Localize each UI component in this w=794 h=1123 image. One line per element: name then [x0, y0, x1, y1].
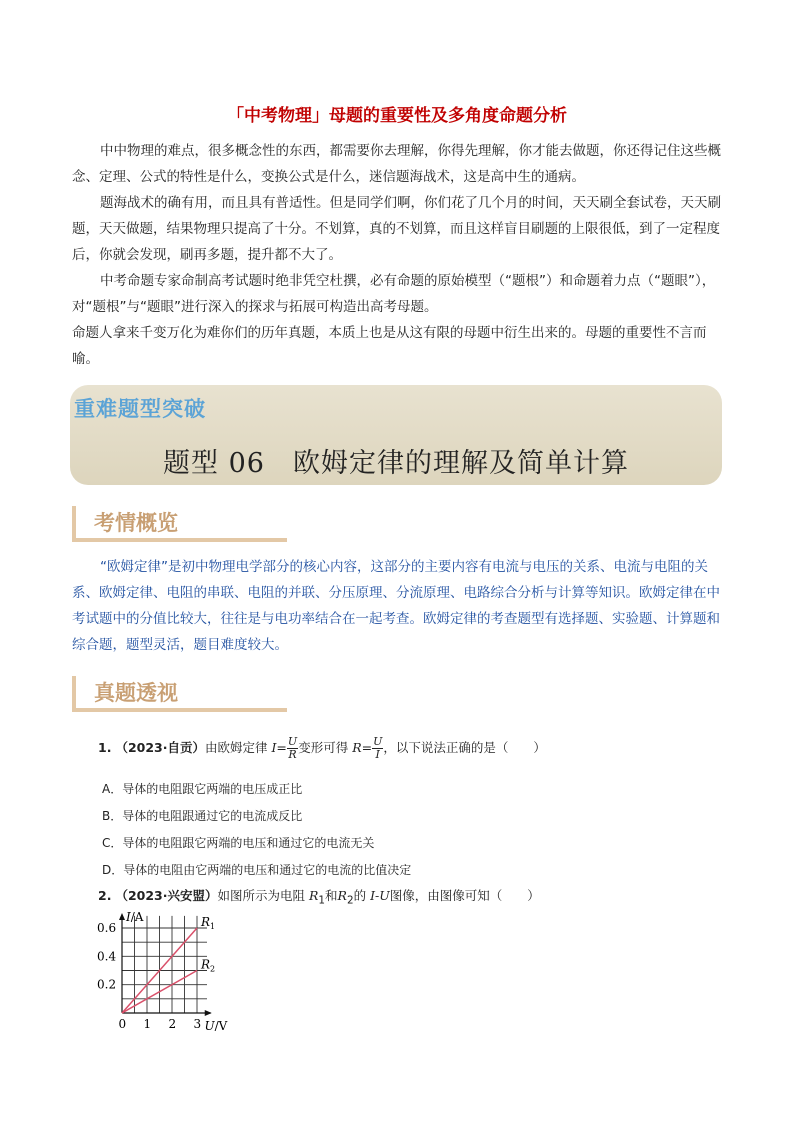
x-tick-label: 1 — [143, 1017, 152, 1031]
question-source: （2023·兴安盟） — [115, 888, 218, 903]
fraction-numerator: U — [287, 735, 298, 748]
section-bar — [72, 506, 76, 540]
section-bar — [72, 538, 287, 542]
intro-paragraph: 中中物理的难点，很多概念性的东西，都需要你去理解，你得先理解，你才能去做题，你还得记住这些概念、定理、公式的特性是什么，变换公式是什么，迷信题海战术，这是高中生的通病。 — [72, 143, 721, 185]
fraction-denominator: I — [375, 748, 380, 761]
resistor-subscript: 1 — [318, 894, 326, 907]
formula-lhs: I= — [271, 740, 287, 755]
question-number: 2. — [98, 888, 112, 903]
section-bar — [72, 708, 287, 712]
banner-heading: 题型 06 欧姆定律的理解及简单计算 — [163, 448, 629, 479]
question-2-stem — [98, 886, 540, 911]
x-tick-label: 0 — [118, 1017, 127, 1031]
section-header-real-questions — [72, 672, 292, 712]
section-bar — [72, 676, 76, 710]
fraction-numerator: U — [373, 735, 383, 748]
fraction — [287, 736, 298, 761]
section-title: 考情概览 — [94, 511, 178, 535]
topic-banner — [70, 385, 722, 485]
chart-labels — [125, 910, 228, 1033]
section-title: 真题透视 — [94, 681, 178, 705]
series-label: $R_1$ — [201, 915, 216, 931]
y-tick-label: 0.2 — [97, 977, 117, 992]
x-tick-label: 2 — [168, 1017, 177, 1031]
banner-subtitle: 重难题型突破 — [74, 397, 206, 421]
y-axis-label — [125, 910, 144, 924]
series-label: $R_2$ — [201, 957, 216, 974]
x-axis-label-var: U — [204, 1019, 215, 1033]
resistor-subscript: 2 — [346, 894, 354, 907]
option-c: C．导体的电阻跟它两端的电压和通过它的电流无关 — [102, 836, 375, 850]
intro-paragraph: 题海战术的确有用，而且具有普适性。但是同学们啊，你们花了几个月的时间，天天刷全套试卷，天天刷题，天天做题，结果物理只提高了十分。不划算，真的不划算，而且这样盲目刷题的上限很低，到了一定程度后，你就会发现，刷再多题，提升都不大了。 — [72, 195, 721, 263]
question-number: 1. — [98, 740, 112, 755]
fraction — [372, 736, 383, 761]
y-axis-label-unit: /A — [130, 910, 144, 924]
option-d: D．导体的电阻由它两端的电压和通过它的电流的比值决定 — [102, 863, 412, 877]
x-axis-arrow — [205, 1010, 212, 1016]
resistor-symbol: R — [337, 888, 347, 903]
series-label-subscript: 2 — [210, 964, 216, 974]
page-title: 「中考物理」母题的重要性及多角度命题分析 — [227, 106, 567, 126]
question-1-stem — [98, 736, 546, 761]
overview-text: “欧姆定律”是初中物理电学部分的核心内容，这部分的主要内容有电流与电压的关系、电流与电阻的关系、欧姆定律、电阻的串联、电阻的并联、分压原理、分流原理、电路综合分析与计算等知识。欧姆定律在中考试题中的分值比较大，往往是与电功率结合在一起考查。欧姆定律的考查题型有选择题、实验题、计算题和综合题，题型灵活，题目难度较大。 — [72, 559, 720, 653]
option-a: A．导体的电阻跟它两端的电压成正比 — [102, 782, 303, 796]
intro-paragraph: 命题人拿来千变万化为难你们的历年真题，本质上也是从这有限的母题中衍生出来的。母题的重要性不言而喻。 — [72, 325, 707, 367]
y-tick-label: 0.4 — [97, 949, 117, 964]
intro-paragraph: 中考命题专家命制高考试题时绝非凭空杜撰，必有命题的原始模型（“题根”）和命题着力点（“题眼”），对“题根”与“题眼”进行深入的探求与拓展可构造出高考母题。 — [72, 273, 716, 315]
stem-text: 图像，由图像可知（ ） — [389, 888, 540, 903]
y-tick-label: 0.6 — [97, 921, 117, 935]
intro-text — [72, 138, 724, 372]
option-b: B．导体的电阻跟通过它的电流成反比 — [102, 809, 303, 823]
stem-text: 由欧姆定律 — [204, 740, 268, 755]
stem-text: ，以下说法正确的是（ ） — [383, 740, 546, 755]
question-source: （2023·自贡） — [115, 740, 205, 755]
series-label-subscript: 1 — [210, 922, 216, 931]
section-header-overview — [72, 502, 292, 542]
graph-symbol: I-U — [370, 888, 390, 903]
x-axis-label-unit: /V — [214, 1019, 228, 1033]
y-axis-label-var: I — [126, 910, 131, 924]
resistor-symbol: R — [308, 888, 319, 903]
chart-ticks — [97, 921, 201, 1031]
stem-text: 变形可得 — [298, 740, 349, 755]
y-axis-arrow — [119, 913, 125, 920]
formula-lhs: R= — [352, 740, 373, 755]
x-axis-label — [205, 1019, 228, 1033]
x-tick-label: 3 — [193, 1017, 202, 1031]
stem-text: 的 — [353, 888, 367, 903]
iu-graph — [96, 908, 246, 1033]
fraction-denominator: R — [288, 748, 297, 761]
stem-text: 如图所示为电阻 — [217, 888, 305, 903]
stem-text: 和 — [325, 888, 338, 903]
